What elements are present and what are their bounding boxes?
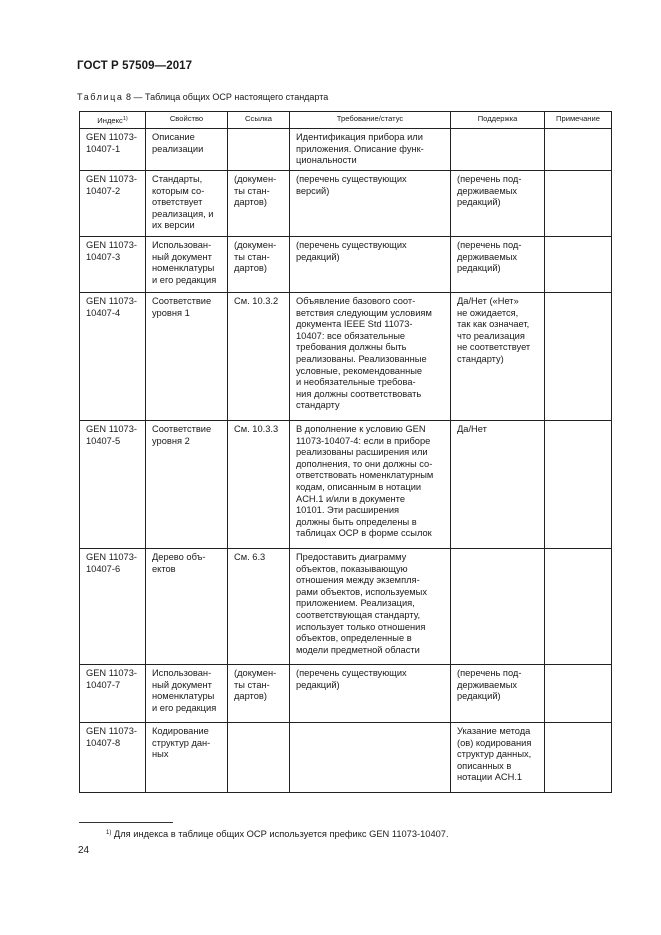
cell-property: Соответствие уровня 1 (146, 293, 228, 421)
cell-index: GEN 11073- 10407-3 (80, 237, 146, 293)
header-support: Поддержка (451, 112, 545, 129)
table-caption (77, 92, 328, 102)
cell-support: Указание метода (ов) кодирования структур данных, описанных в нотации ACH.1 (451, 723, 545, 793)
cell-property: Соответствие уровня 2 (146, 421, 228, 549)
cell-requirement (290, 723, 451, 793)
cell-note (545, 171, 612, 237)
cell-index: GEN 11073- 10407-8 (80, 723, 146, 793)
footnote-mark: 1) (106, 830, 112, 836)
cell-index: GEN 11073- 10407-5 (80, 421, 146, 549)
cell-support: (перечень под- держиваемых редакций) (451, 665, 545, 723)
cell-reference: (докумен- ты стан- дартов) (228, 171, 290, 237)
header-index-footnote-mark: 1) (122, 116, 128, 122)
footnote-divider (79, 822, 173, 823)
cell-note (545, 723, 612, 793)
cell-property: Описание реализации (146, 129, 228, 171)
table-row (80, 171, 612, 237)
footnote-text: Для индекса в таблице общих ОСР используется префикс GEN 11073-10407. (111, 829, 449, 839)
cell-support: (перечень под- держиваемых редакций) (451, 171, 545, 237)
table-row (80, 421, 612, 549)
table-row (80, 723, 612, 793)
cell-index: GEN 11073- 10407-6 (80, 549, 146, 665)
header-index: Индекс$^{1)}$ (80, 112, 146, 129)
header-requirement: Требование/статус (290, 112, 451, 129)
cell-reference: См. 6.3 (228, 549, 290, 665)
cell-requirement: (перечень существующих редакций) (290, 665, 451, 723)
cell-support (451, 549, 545, 665)
header-reference: Ссылка (228, 112, 290, 129)
cell-index: GEN 11073- 10407-4 (80, 293, 146, 421)
cell-index: GEN 11073- 10407-1 (80, 129, 146, 171)
header-note: Примечание (545, 112, 612, 129)
cell-support: (перечень под- держиваемых редакций) (451, 237, 545, 293)
standard-title: ГОСТ Р 57509—2017 (77, 60, 193, 72)
page-number: 24 (78, 845, 90, 856)
cell-support (451, 129, 545, 171)
cell-support: Да/Нет (451, 421, 545, 549)
table-row (80, 237, 612, 293)
cell-requirement: Объявление базового соот- ветствия следующим условиям документа IEEE Std 11073- 10407: все обязательные требования должны быть реализованы. Реализованные условные, рекомендованные и необязательные требова- ния должны соответствовать стандарту (290, 293, 451, 421)
cell-property: Использован- ный документ номенклатуры и его редакция (146, 665, 228, 723)
table-caption-prefix: Таблица (77, 92, 124, 102)
table-row (80, 549, 612, 665)
cell-index: GEN 11073- 10407-7 (80, 665, 146, 723)
cell-requirement: В дополнение к условию GEN 11073-10407-4: если в приборе реализованы расширения или дополнения, то они должны со- ответствовать номенклатурным кодам, описанным в нотации ACH.1 и/или в документе 10101. Эти расширения должны быть определены в таблицах ОСР в форме ссылок (290, 421, 451, 549)
cell-reference (228, 723, 290, 793)
cell-note (545, 237, 612, 293)
cell-property: Кодирование структур дан- ных (146, 723, 228, 793)
cell-property: Дерево объ- ектов (146, 549, 228, 665)
cell-reference: (докумен- ты стан- дартов) (228, 237, 290, 293)
header-property: Свойство (146, 112, 228, 129)
table-caption-text: 8 — Таблица общих ОСР настоящего стандарта (123, 92, 329, 102)
table-row (80, 129, 612, 171)
table-row (80, 293, 612, 421)
cell-reference (228, 129, 290, 171)
cell-reference: См. 10.3.3 (228, 421, 290, 549)
cell-index: GEN 11073- 10407-2 (80, 171, 146, 237)
cell-note (545, 293, 612, 421)
cell-requirement: Идентификация прибора или приложения. Описание функ- циональности (290, 129, 451, 171)
cell-support: Да/Нет («Нет» не ожидается, так как означает, что реализация не соответствует стандарту) (451, 293, 545, 421)
table-header-row (80, 112, 612, 129)
cell-note (545, 665, 612, 723)
table-row (80, 665, 612, 723)
cell-property: Стандарты, которым со- ответствует реализация, и их версии (146, 171, 228, 237)
osr-table (79, 111, 612, 793)
cell-note (545, 421, 612, 549)
cell-property: Использован- ный документ номенклатуры и его редакция (146, 237, 228, 293)
cell-note (545, 549, 612, 665)
cell-requirement: (перечень существующих редакций) (290, 237, 451, 293)
cell-note (545, 129, 612, 171)
footnote (106, 829, 449, 839)
cell-reference: См. 10.3.2 (228, 293, 290, 421)
cell-requirement: (перечень существующих версий) (290, 171, 451, 237)
cell-requirement: Предоставить диаграмму объектов, показывающую отношения между экземпля- рами объектов, используемых приложением. Реализация, соответствующая стандарту, использует только отношения объектов, определенные в модели предметной области (290, 549, 451, 665)
cell-reference: (докумен- ты стан- дартов) (228, 665, 290, 723)
